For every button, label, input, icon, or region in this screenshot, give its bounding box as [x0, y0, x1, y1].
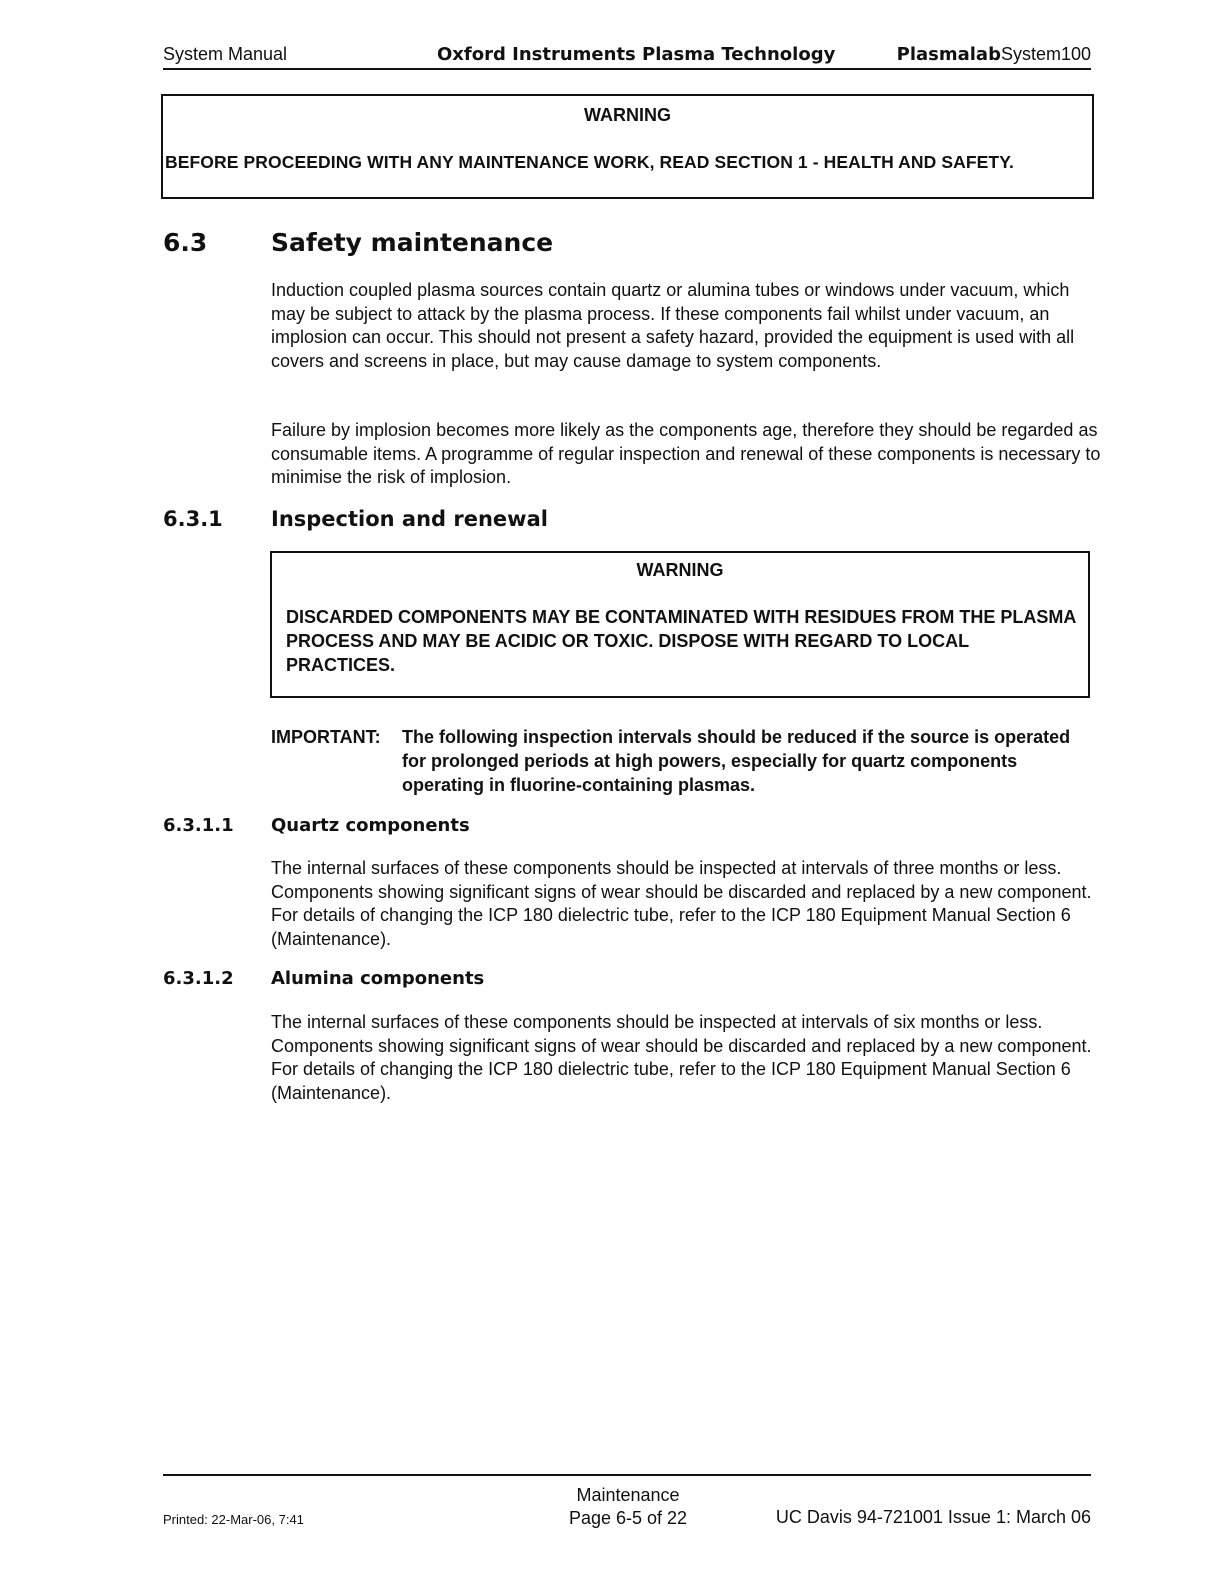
- warning-body: DISCARDED COMPONENTS MAY BE CONTAMINATED WITH RESIDUES FROM THE PLASMA PROCESS AND MAY BE ACIDIC OR TOXIC. DISPOSE WITH REGARD TO LOCAL PRACTICES.: [286, 607, 1076, 675]
- header-product-suffix: System100: [1000, 44, 1091, 64]
- warning-title: WARNING: [636, 560, 724, 580]
- header-product-name: [897, 44, 1091, 65]
- footer-chapter: Maintenance: [576, 1485, 680, 1505]
- header-company-name: Oxford Instruments Plasma Technology: [437, 44, 836, 65]
- footer-document-reference: UC Davis 94-721001 Issue 1: March 06: [775, 1507, 1091, 1527]
- footer-printed-date: Printed: 22-Mar-06, 7:41: [163, 1512, 304, 1527]
- section-number: 6.3.1: [163, 507, 223, 531]
- page-footer: [163, 1474, 1091, 1536]
- paragraph-consumable-items: Failure by implosion becomes more likely as the components age, therefore they should be regarded as consumable items. A programme of regular inspection and renewal of these components is necessary to minimise the risk of implosion.: [271, 420, 1101, 487]
- section-title: Alumina components: [271, 968, 485, 989]
- footer-page-number: Page 6-5 of 22: [568, 1508, 688, 1528]
- important-text: The following inspection intervals should be reduced if the source is operated for prolonged periods at high powers, especially for quartz components operating in fluorine-containing plasmas.: [402, 727, 1071, 795]
- section-number: 6.3.1.2: [163, 968, 234, 989]
- paragraph-implosion-risk: Induction coupled plasma sources contain quartz or alumina tubes or windows under vacuum, which may be subject to attack by the plasma process. If these components fail whilst under vacuum, an implosion can occur. This should not present a safety hazard, provided the equipment is used with all covers and screens in place, but may cause damage to system components.: [271, 280, 1075, 371]
- section-heading-6-3: [163, 228, 763, 260]
- paragraph-alumina-inspection: The internal surfaces of these components should be inspected at intervals of six months or less. Components showing significant signs of wear should be discarded and replaced by a new component. For details of changing the ICP 180 dielectric tube, refer to the ICP 180 Equipment Manual Section 6 (Maintenance).: [271, 1012, 1092, 1103]
- page-header: [163, 42, 1091, 70]
- warning-box-health-safety: [161, 94, 1094, 199]
- warning-body: BEFORE PROCEEDING WITH ANY MAINTENANCE WORK, READ SECTION 1 - HEALTH AND SAFETY.: [165, 152, 1014, 172]
- important-label: IMPORTANT:: [271, 727, 381, 747]
- section-title: Safety maintenance: [271, 228, 554, 257]
- section-number: 6.3.1.1: [163, 815, 234, 836]
- warning-box-discarded-components: [270, 551, 1090, 698]
- section-heading-6-3-1: [163, 507, 763, 535]
- header-product-bold: Plasmalab: [896, 44, 1001, 65]
- paragraph-quartz-inspection: The internal surfaces of these components should be inspected at intervals of three months or less. Components showing significant signs of wear should be discarded and replaced by a new component. For details of changing the ICP 180 dielectric tube, refer to the ICP 180 Equipment Manual Section 6 (Maintenance).: [271, 858, 1092, 949]
- section-title: Quartz components: [271, 815, 470, 836]
- section-heading-6-3-1-2: [163, 968, 763, 992]
- header-document-type: System Manual: [163, 44, 288, 64]
- footer-center: [553, 1484, 703, 1530]
- warning-title: WARNING: [584, 105, 671, 125]
- section-heading-6-3-1-1: [163, 815, 763, 839]
- section-number: 6.3: [163, 228, 208, 257]
- section-title: Inspection and renewal: [271, 507, 548, 531]
